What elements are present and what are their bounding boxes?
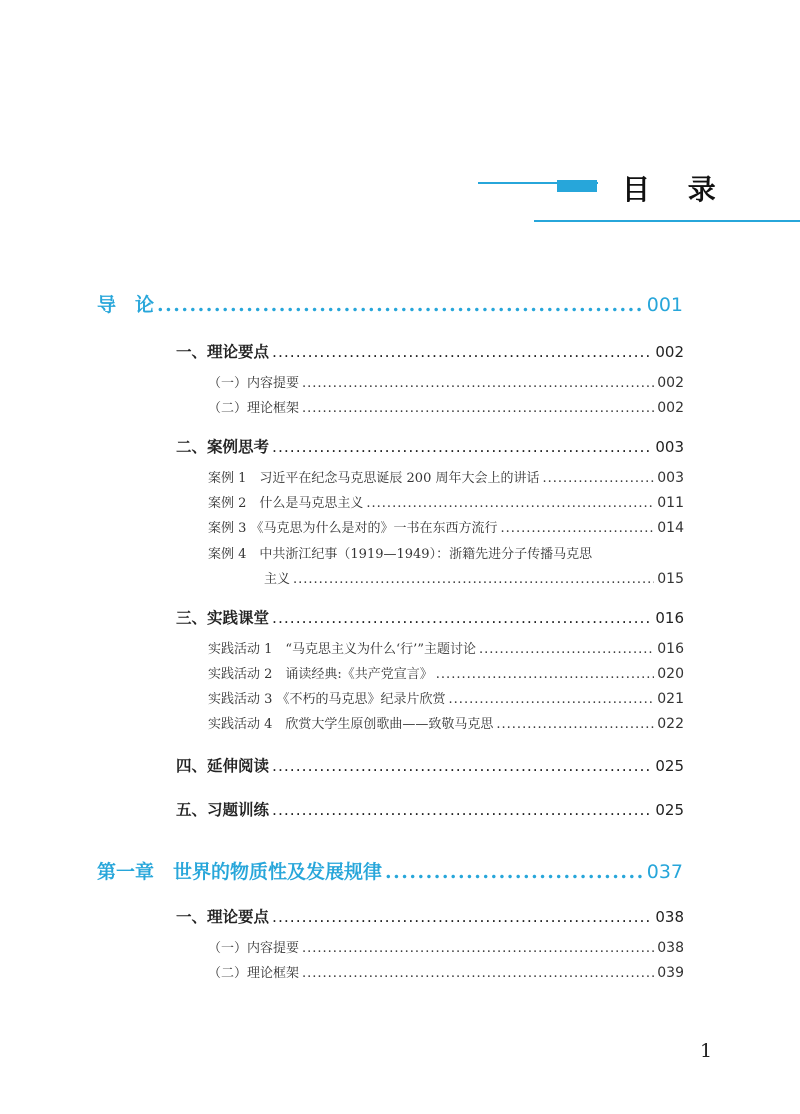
page-number: 1 (700, 1040, 713, 1062)
toc-page: 001 (646, 294, 683, 316)
toc-label: 导 论 (97, 294, 155, 316)
toc-label: 实践活动 4 欣赏大学生原创歌曲——致敬马克思 (208, 717, 494, 732)
toc-label: 实践活动 1 “马克思主义为什么‘行’”主题讨论 (208, 642, 476, 657)
toc-label: 四、延伸阅读 (176, 757, 270, 775)
toc-label: （一）内容提要 (208, 376, 300, 391)
toc-leader (272, 438, 652, 456)
toc-leader (272, 757, 652, 775)
toc-page: 011 (657, 495, 684, 511)
toc-page: 015 (657, 571, 684, 587)
toc-subitem[interactable] (208, 937, 684, 956)
toc-page: 039 (657, 965, 684, 981)
toc-subitem[interactable] (208, 638, 684, 657)
toc-page: 003 (655, 438, 684, 456)
toc-label: 一、理论要点 (176, 343, 270, 361)
toc-leader (479, 642, 654, 657)
toc-section[interactable] (176, 754, 684, 776)
toc-leader (302, 401, 654, 416)
toc-subitem[interactable] (208, 372, 684, 391)
toc-page: 014 (657, 520, 684, 536)
toc-label: （一）内容提要 (208, 941, 300, 956)
toc-leader (272, 609, 652, 627)
toc-subitem[interactable] (208, 517, 684, 536)
toc-label: 三、实践课堂 (176, 609, 270, 627)
toc-page: 038 (655, 908, 684, 926)
toc-subitem[interactable] (208, 397, 684, 416)
toc-label: 实践活动 3 《不朽的马克思》纪录片欣赏 (208, 692, 446, 707)
toc-leader (157, 294, 644, 316)
toc-section[interactable] (176, 905, 684, 927)
toc-label: （二）理论框架 (208, 966, 300, 981)
toc-page: 037 (646, 861, 683, 883)
toc-label: 案例 1 习近平在纪念马克思诞辰 200 周年大会上的讲话 (208, 471, 540, 486)
toc-page: 003 (657, 470, 684, 486)
toc-label: 二、案例思考 (176, 438, 270, 456)
toc-page: 002 (655, 343, 684, 361)
toc-label: （二）理论框架 (208, 401, 300, 416)
toc-leader (272, 343, 652, 361)
toc-section[interactable] (176, 606, 684, 628)
toc-subitem[interactable] (208, 713, 684, 732)
toc-subitem[interactable] (208, 663, 684, 682)
toc-chapter-intro[interactable] (97, 290, 683, 317)
toc-section[interactable] (176, 435, 684, 457)
toc-subitem[interactable] (208, 467, 684, 486)
toc-subitem[interactable] (208, 688, 684, 707)
toc-leader (449, 692, 655, 707)
toc-label: 五、习题训练 (176, 801, 270, 819)
toc-page: 022 (657, 716, 684, 732)
title-underline (534, 220, 800, 222)
toc-leader (293, 572, 654, 587)
toc-section[interactable] (176, 798, 684, 820)
toc-label: 实践活动 2 诵读经典:《共产党宣言》 (208, 667, 433, 682)
toc-leader (272, 801, 652, 819)
toc-page: 020 (657, 666, 684, 682)
toc-page: 025 (655, 757, 684, 775)
toc-page: 025 (655, 801, 684, 819)
toc-section[interactable] (176, 340, 684, 362)
page-title: 目 录 (622, 173, 730, 206)
toc-page: 038 (657, 940, 684, 956)
toc-page: 002 (657, 375, 684, 391)
toc-leader (436, 667, 654, 682)
toc-page: 002 (657, 400, 684, 416)
toc-chapter-1[interactable] (97, 857, 683, 884)
toc-label: 第一章 世界的物质性及发展规律 (97, 861, 383, 883)
toc-label: 案例 3 《马克思为什么是对的》一书在东西方流行 (208, 521, 498, 536)
toc-subitem[interactable] (208, 492, 684, 511)
toc-subitem[interactable] (208, 962, 684, 981)
toc-page: 016 (657, 641, 684, 657)
toc-subitem-continuation[interactable] (264, 568, 684, 587)
toc-leader (385, 861, 644, 883)
toc-label: 主义 (264, 572, 291, 587)
toc-leader (501, 521, 655, 536)
toc-leader (302, 966, 654, 981)
toc-label: 一、理论要点 (176, 908, 270, 926)
toc-label: 案例 2 什么是马克思主义 (208, 496, 364, 511)
toc-leader (272, 908, 652, 926)
toc-page: 016 (655, 609, 684, 627)
toc-subitem-first-line[interactable]: 案例 4 中共浙江纪事（1919—1949）：浙籍先进分子传播马克思 (208, 547, 593, 562)
toc-leader (542, 471, 654, 486)
toc-leader (366, 496, 654, 511)
toc-leader (496, 717, 654, 732)
toc-leader (302, 376, 654, 391)
toc-leader (302, 941, 654, 956)
toc-page: 021 (657, 691, 684, 707)
title-decoration-block (557, 180, 597, 192)
